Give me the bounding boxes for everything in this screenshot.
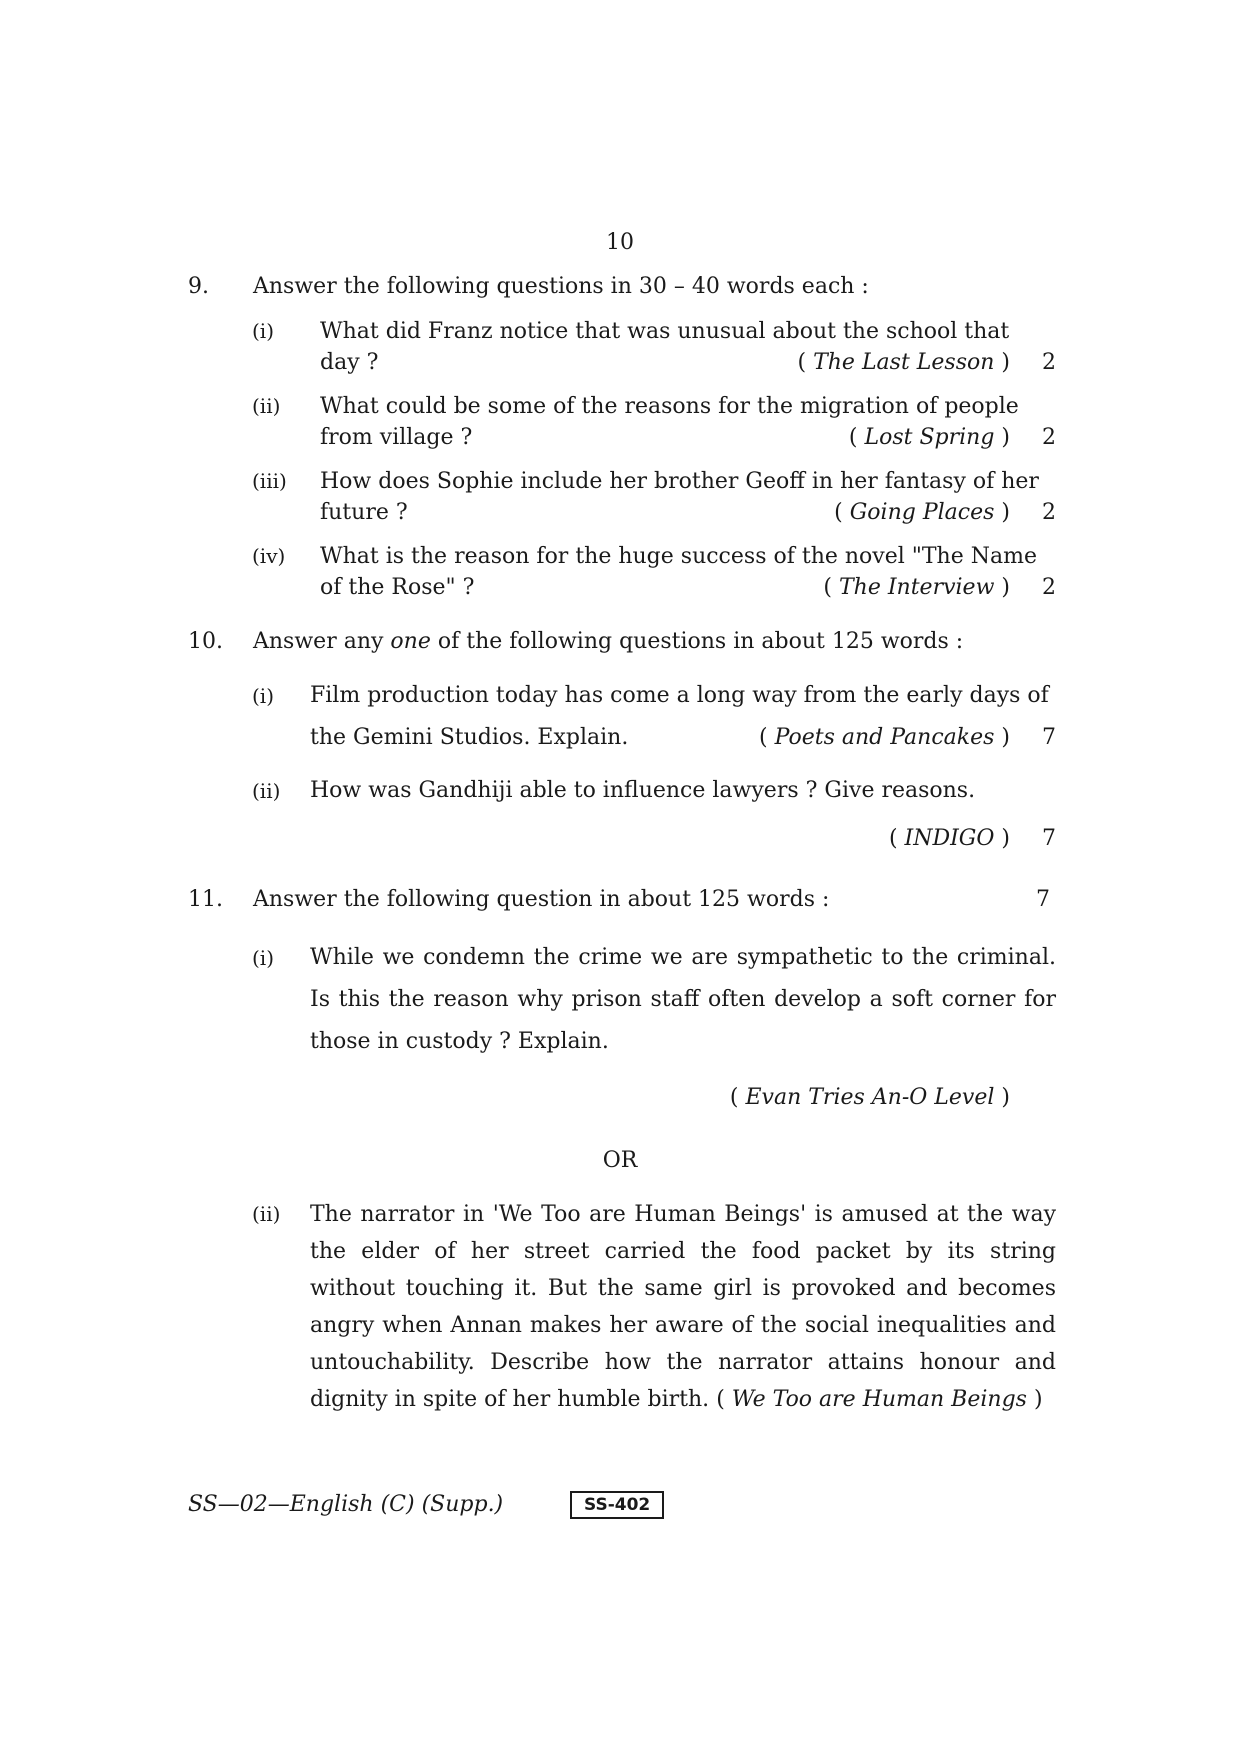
item-text-line: Film production today has come a long way from the early days of [310, 683, 1049, 708]
marks: 2 [1042, 500, 1056, 525]
item-text-line: What could be some of the reasons for the migration of people [320, 394, 1019, 419]
item-number: (iv) [252, 544, 286, 568]
question-number: 9. [188, 274, 209, 299]
item-text-line: day ? [320, 350, 379, 375]
marks: 2 [1042, 575, 1056, 600]
item-number: (i) [252, 946, 275, 970]
marks: 7 [1036, 887, 1050, 912]
marks: 2 [1042, 350, 1056, 375]
question-10-item-ii-source: ( INDIGO ) 7 [888, 826, 1056, 851]
question-instruction: Answer the following question in about 125 words : [253, 887, 830, 912]
source-citation: Poets and Pancakes [774, 725, 995, 750]
question-instruction: Answer the following questions in 30 – 40 words each : [253, 274, 869, 299]
question-number: 11. [188, 887, 223, 912]
marks: 2 [1042, 425, 1056, 450]
item-number: (i) [252, 319, 275, 343]
page-number: 10 [606, 230, 634, 255]
item-text-line: How does Sophie include her brother Geoff in her fantasy of her [320, 469, 1039, 494]
item-text-line: from village ? [320, 425, 473, 450]
or-divider: OR [602, 1148, 638, 1173]
item-number: (ii) [252, 779, 281, 803]
marks: 7 [1042, 826, 1056, 851]
question-number: 10. [188, 629, 223, 654]
marks: 7 [1042, 725, 1056, 750]
source-citation: The Interview [839, 575, 995, 600]
item-number: (iii) [252, 469, 287, 493]
source-citation: Going Places [849, 500, 995, 525]
item-text: The narrator in 'We Too are Human Beings' is amused at the way the elder of her street carried the food packet by its string without touching it. But the same girl is provoked and becomes angry when Annan makes her aware of the social inequalities and untouchability. Describe how the narrator attains honour and dignity in spite of her humble birth. [310, 1202, 1056, 1412]
item-text-line: What is the reason for the huge success of the novel "The Name [320, 544, 1037, 569]
item-text: How was Gandhiji able to influence lawyers ? Give reasons. [310, 778, 976, 803]
item-number: (i) [252, 684, 275, 708]
item-text: While we condemn the crime we are sympathetic to the criminal. Is this the reason why prison staff often develop a soft corner for those in custody ? Explain. [310, 945, 1056, 1054]
paper-code: SS—02—English (C) (Supp.) [188, 1492, 504, 1517]
item-text-line: of the Rose" ? [320, 575, 475, 600]
source-citation: INDIGO [904, 826, 995, 851]
item-text-line: the Gemini Studios. Explain. [310, 725, 629, 750]
item-text-line: future ? [320, 500, 408, 525]
source-citation: The Last Lesson [813, 350, 995, 375]
item-text-line: What did Franz notice that was unusual about the school that [320, 319, 1010, 344]
item-number: (ii) [252, 394, 281, 418]
item-number: (ii) [252, 1202, 281, 1226]
paper-code-box: SS-402 [570, 1491, 664, 1519]
question-11-item-i-source: ( Evan Tries An-O Level ) [729, 1085, 1010, 1110]
source-citation: Lost Spring [864, 425, 995, 450]
source-citation: We Too are Human Beings [731, 1387, 1027, 1412]
question-instruction: Answer any one of the following questions in about 125 words : [253, 629, 964, 654]
source-citation: Evan Tries An-O Level [745, 1085, 995, 1110]
